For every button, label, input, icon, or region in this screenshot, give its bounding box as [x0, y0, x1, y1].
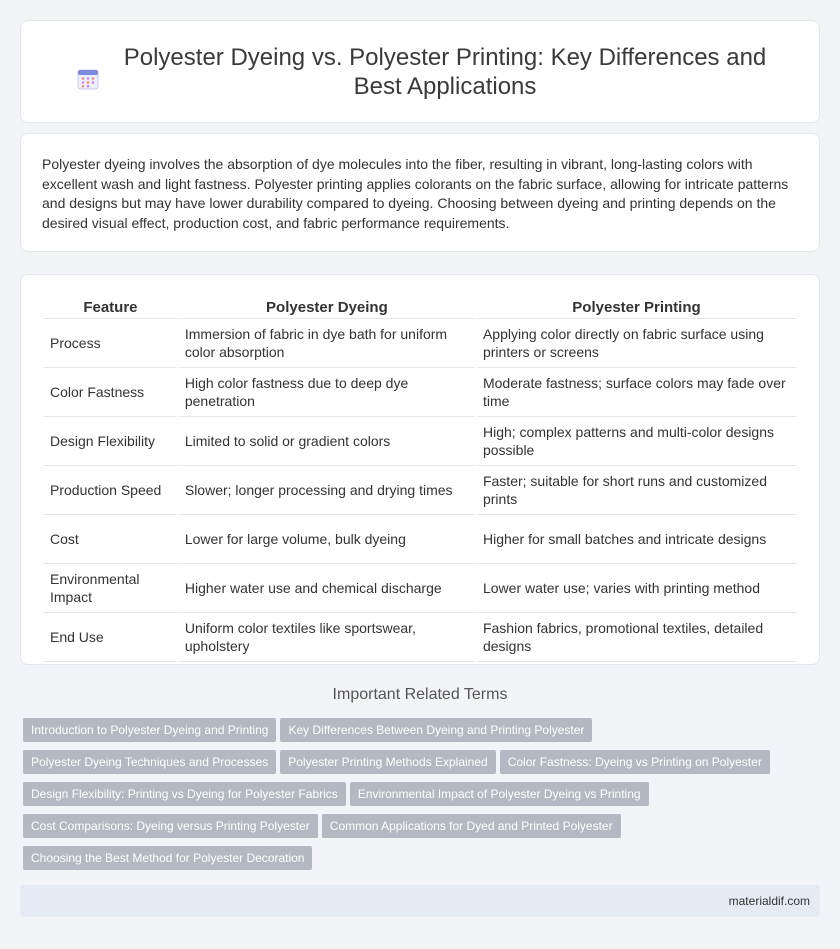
dyeing-cell: Limited to solid or gradient colors [179, 417, 475, 466]
intro-card [20, 133, 820, 252]
table-row [44, 319, 796, 368]
related-term-tag[interactable]: Polyester Printing Methods Explained [280, 750, 495, 774]
printing-cell: Lower water use; varies with printing method [477, 564, 796, 613]
table-row [44, 466, 796, 515]
column-header-feature: Feature [44, 295, 177, 319]
dyeing-cell: Lower for large volume, bulk dyeing [179, 515, 475, 564]
comparison-table-card [20, 274, 820, 665]
related-term-tag[interactable]: Key Differences Between Dyeing and Printing Polyester [280, 718, 592, 742]
footer-bar [20, 885, 820, 917]
related-term-tag[interactable]: Environmental Impact of Polyester Dyeing vs Printing [350, 782, 649, 806]
related-term-tag[interactable]: Color Fastness: Dyeing vs Printing on Polyester [500, 750, 770, 774]
dyeing-cell: Immersion of fabric in dye bath for uniform color absorption [179, 319, 475, 368]
table-row [44, 417, 796, 466]
printing-cell: High; complex patterns and multi-color designs possible [477, 417, 796, 466]
column-header-printing: Polyester Printing [477, 295, 796, 319]
printing-cell: Applying color directly on fabric surface using printers or screens [477, 319, 796, 368]
page-title: Polyester Dyeing vs. Polyester Printing: Key Differences and Best Applications [123, 44, 767, 100]
feature-cell: Process [44, 319, 177, 368]
footer-site-link[interactable]: materialdif.com [728, 894, 810, 908]
intro-paragraph: Polyester dyeing involves the absorption of dye molecules into the fiber, resulting in vibrant, long-lasting colors with excellent wash and light fastness. Polyester printing applies colorants on the fabric surface, allowing for intricate patterns and designs but may have lower durability compared to dyeing. Choosing between dyeing and printing depends on the desired visual effect, production cost, and fabric performance requirements. [42, 156, 789, 231]
dyeing-cell: Higher water use and chemical discharge [179, 564, 475, 613]
printing-cell: Moderate fastness; surface colors may fade over time [477, 368, 796, 417]
dyeing-cell: Slower; longer processing and drying times [179, 466, 475, 515]
feature-cell: Design Flexibility [44, 417, 177, 466]
printing-cell: Higher for small batches and intricate designs [477, 515, 796, 564]
printing-cell: Fashion fabrics, promotional textiles, detailed designs [477, 613, 796, 662]
feature-cell: End Use [44, 613, 177, 662]
feature-cell: Color Fastness [44, 368, 177, 417]
column-header-dyeing: Polyester Dyeing [179, 295, 475, 319]
related-term-tag[interactable]: Design Flexibility: Printing vs Dyeing for Polyester Fabrics [23, 782, 346, 806]
table-row [44, 515, 796, 564]
feature-cell: Cost [44, 515, 177, 564]
dyeing-cell: Uniform color textiles like sportswear, upholstery [179, 613, 475, 662]
comparison-table [42, 295, 798, 662]
header-card [20, 20, 820, 123]
table-header-row [44, 295, 796, 319]
related-term-tag[interactable]: Choosing the Best Method for Polyester Decoration [23, 846, 312, 870]
related-terms-heading: Important Related Terms [332, 686, 508, 703]
printing-cell: Faster; suitable for short runs and customized prints [477, 466, 796, 515]
dyeing-cell: High color fastness due to deep dye penetration [179, 368, 475, 417]
table-row [44, 613, 796, 662]
related-term-tag[interactable]: Cost Comparisons: Dyeing versus Printing Polyester [23, 814, 318, 838]
table-row [44, 368, 796, 417]
feature-cell: Environmental Impact [44, 564, 177, 613]
related-term-tag[interactable]: Introduction to Polyester Dyeing and Printing [23, 718, 276, 742]
feature-cell: Production Speed [44, 466, 177, 515]
table-row [44, 564, 796, 613]
related-term-tag[interactable]: Common Applications for Dyed and Printed Polyester [322, 814, 621, 838]
related-terms-list [23, 718, 813, 878]
related-term-tag[interactable]: Polyester Dyeing Techniques and Processes [23, 750, 276, 774]
